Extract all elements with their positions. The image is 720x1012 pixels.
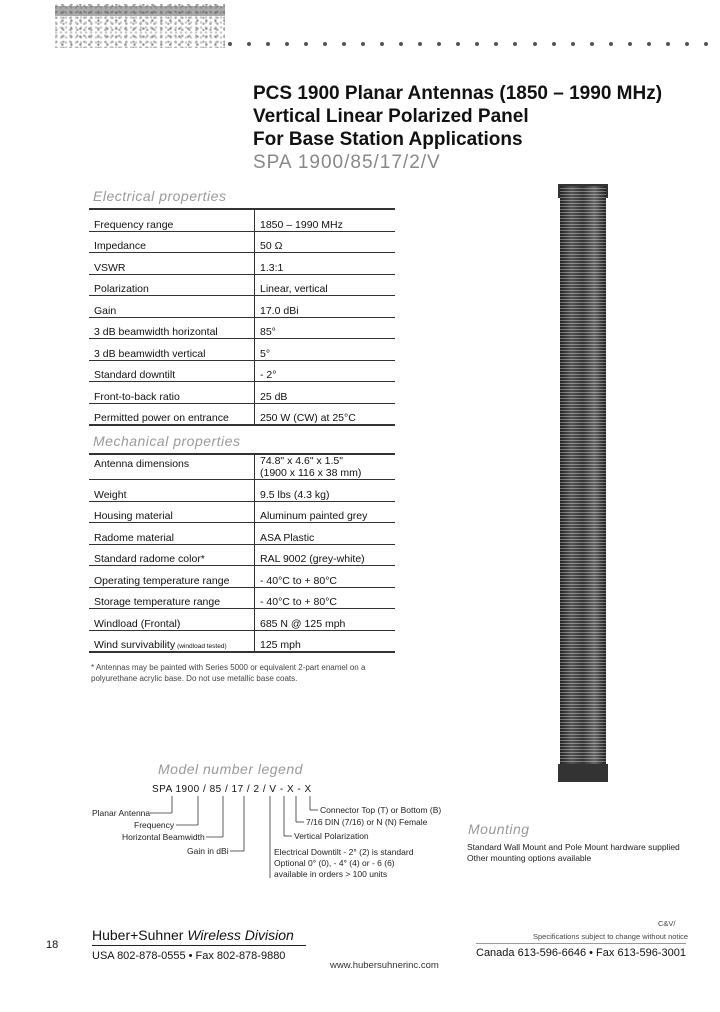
legend-polarization: Vertical Polarization bbox=[294, 831, 369, 841]
mounting-line-2: Other mounting options available bbox=[467, 853, 592, 863]
title-line-1: PCS 1900 Planar Antennas (1850 – 1990 MHz) bbox=[253, 83, 663, 104]
legend-heading: Model number legend bbox=[158, 761, 303, 777]
brand-name: Huber+Suhner bbox=[92, 927, 184, 943]
row-label-text: Windload (Frontal) bbox=[94, 617, 181, 630]
row-label-text: VSWR bbox=[94, 261, 126, 274]
footer-brand bbox=[92, 927, 294, 943]
legend-connector: Connector Top (T) or Bottom (B) bbox=[320, 805, 442, 815]
page-number: 18 bbox=[46, 939, 59, 951]
row-label-text: Storage temperature range bbox=[94, 596, 221, 608]
row-value-text: 250 W (CW) at 25°C bbox=[260, 412, 356, 424]
row-label-note: (windload tested) bbox=[177, 643, 227, 650]
footnote: * Antennas may be painted with Series 5000 or equivalent 2-part enamel on a polyurethane acrylic base. Do not use metallic base coats. bbox=[91, 663, 366, 683]
row-value-text: ASA Plastic bbox=[260, 531, 315, 544]
row-label-text: Wind survivability bbox=[94, 639, 176, 651]
legend-availability: available in orders > 100 units bbox=[274, 869, 388, 879]
row-label-text: Standard downtilt bbox=[94, 369, 176, 381]
footer-website[interactable]: www.hubersuhnerinc.com bbox=[330, 960, 439, 971]
row-label-text: Permitted power on entrance bbox=[94, 412, 229, 424]
row-value-text-2: (1900 x 116 x 38 mm) bbox=[260, 467, 362, 479]
row-value-text: 685 N @ 125 mph bbox=[260, 617, 346, 630]
legend-downtilt: Electrical Downtilt - 2° (2) is standard bbox=[274, 847, 414, 857]
row-value-text: 50 Ω bbox=[260, 240, 283, 252]
row-label-text: Gain bbox=[94, 304, 117, 317]
row-value-text: 17.0 dBi bbox=[260, 304, 299, 317]
legend-beamwidth: Horizontal Beamwidth bbox=[122, 832, 205, 842]
title-line-3: For Base Station Applications bbox=[253, 129, 523, 150]
row-value-text: 1850 – 1990 MHz bbox=[260, 218, 343, 231]
row-label-text: Antenna dimensions bbox=[94, 458, 190, 470]
row-value-text: 74.8" x 4.6" x 1.5" bbox=[260, 455, 343, 467]
row-value-text: 5° bbox=[260, 347, 271, 360]
mounting-text bbox=[467, 842, 707, 864]
mounting-heading: Mounting bbox=[468, 821, 530, 837]
electrical-heading: Electrical properties bbox=[93, 188, 227, 204]
row-label-text: Standard radome color* bbox=[94, 553, 205, 565]
row-label-text: Frequency range bbox=[94, 218, 174, 231]
row-label-text: Polarization bbox=[94, 283, 149, 295]
legend-connector-type: 7/16 DIN (7/16) or N (N) Female bbox=[306, 817, 428, 827]
row-value-text: - 40°C to + 80°C bbox=[260, 574, 337, 587]
row-value-text: RAL 9002 (grey-white) bbox=[260, 553, 365, 565]
footer-cdv: C&V/ bbox=[658, 919, 676, 928]
legend-frequency: Frequency bbox=[134, 820, 175, 830]
row-label-text: Housing material bbox=[94, 510, 173, 522]
legend-code: SPA 1900 / 85 / 17 / 2 / V - X - X bbox=[152, 784, 312, 795]
row-label-text: Operating temperature range bbox=[94, 574, 230, 587]
footer-spec-note: Specifications subject to change without notice bbox=[533, 932, 689, 941]
row-value-text: 9.5 lbs (4.3 kg) bbox=[260, 488, 330, 501]
legend-planar-antenna: Planar Antenna bbox=[92, 808, 151, 818]
footer-rule-right bbox=[476, 943, 686, 944]
row-value-text: 25 dB bbox=[260, 390, 288, 403]
mounting-line-1: Standard Wall Mount and Pole Mount hardware supplied bbox=[467, 842, 680, 852]
brand-division: Wireless Division bbox=[187, 927, 294, 943]
model-number: SPA 1900/85/17/2/V bbox=[253, 152, 441, 173]
row-value-text: 85° bbox=[260, 326, 276, 338]
footer-canada-contact: Canada 613-596-6646 • Fax 613-596-3001 bbox=[476, 947, 686, 959]
mechanical-heading: Mechanical properties bbox=[93, 433, 241, 449]
row-label-text: 3 dB beamwidth vertical bbox=[94, 347, 206, 360]
legend-downtilt-options: Optional 0° (0), - 4° (4) or - 6 (6) bbox=[274, 858, 395, 868]
footer-rule-left bbox=[92, 945, 306, 946]
row-value-text: Aluminum painted grey bbox=[260, 510, 368, 522]
row-value-text: 1.3:1 bbox=[260, 261, 284, 274]
title-line-2: Vertical Linear Polarized Panel bbox=[253, 106, 529, 127]
row-value-text: - 2° bbox=[260, 369, 277, 381]
row-value-text: 125 mph bbox=[260, 639, 301, 651]
row-value-text: Linear, vertical bbox=[260, 283, 328, 295]
row-label-text: Weight bbox=[94, 488, 127, 501]
footer-usa-contact: USA 802-878-0555 • Fax 802-878-9880 bbox=[92, 950, 286, 962]
row-label-text: Front-to-back ratio bbox=[94, 390, 180, 403]
row-label-text: Impedance bbox=[94, 240, 146, 252]
row-label-text: Radome material bbox=[94, 531, 174, 544]
row-label-text: 3 dB beamwidth horizontal bbox=[94, 326, 218, 338]
row-value-text: - 40°C to + 80°C bbox=[260, 596, 337, 608]
legend-gain: Gain in dBi bbox=[187, 846, 229, 856]
